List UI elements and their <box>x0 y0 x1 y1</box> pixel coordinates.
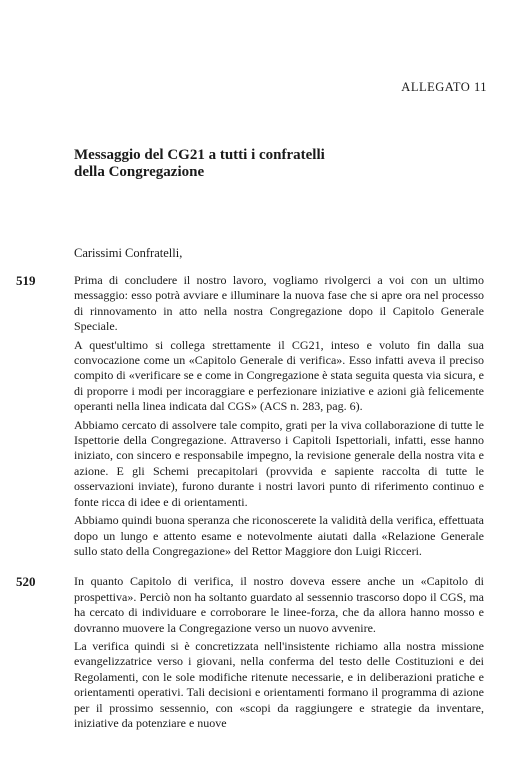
paragraph <box>74 513 484 559</box>
paragraph <box>74 338 484 415</box>
title-line-2: della Congregazione <box>74 164 205 180</box>
paragraph-text: Abbiamo quindi buona speranza che riconoscerete la validità della verifica, effettuata dopo un lungo e attento esame e notevolmente aiutati dalla «Relazione Generale sullo stato della Congregazione» del Rettor Maggiore don Luigi Ricceri. <box>74 513 484 558</box>
paragraph <box>16 273 484 335</box>
paragraph-text: La verifica quindi si è concretizzata nell'insistente richiamo alla nostra missione evangelizzatrice verso i giovani, nella conferma del testo delle Costituzioni e dei Regolamenti, con le sole modifiche ritenute necessarie, e in deliberazioni pratiche e orientamenti operativi. Tali decisioni e orientamenti formano il programma di azione per il prossimo sessennio, con «scopi da raggiungere e strategie da inventare, iniziative da potenziare e nuove <box>74 638 484 730</box>
paragraph-text: In quanto Capitolo di verifica, il nostro doveva essere anche un «Capitolo di prospettiva». Perciò non ha soltanto guardato al sessennio trascorso dopo il CGS, ma ha cercato di individuare e corroborare le linee-forza, che da allora hanno mosso e dovranno muovere la Congregazione verso un nuovo avvenire. <box>74 574 484 635</box>
paragraph <box>74 639 484 731</box>
title-line-1: Messaggio del CG21 a tutti i confratelli <box>74 147 325 163</box>
salutation: Carissimi Confratelli, <box>74 246 183 260</box>
margin-number: 520 <box>16 574 36 590</box>
section-gap <box>74 562 484 574</box>
margin-number: 519 <box>16 273 36 288</box>
paragraph-text: Prima di concludere il nostro lavoro, vogliamo rivolgerci a voi con un ultimo messaggio: esso potrà avviare e illuminare la nuova fase che si apre ora nel processo di rinnovamento in atto nella nostra Congregazione dopo il Capitolo Generale Speciale. <box>74 273 484 334</box>
paragraph-text: A quest'ultimo si collega strettamente il CG21, inteso e voluto fin dalla sua convocazione come un «Capitolo Generale di verifica». Esso infatti aveva il preciso compito di «verificare se e come in Congregazione è stata seguita questa via sicura, e di proporre i modi per incoraggiare e perfezionare iniziative e azioni già felicemente operanti nella linea indicata dal CGS» (ACS n. 283, pag. 6). <box>74 337 484 414</box>
paragraph-text: Abbiamo cercato di assolvere tale compito, grati per la viva collaborazione di tutte le Ispettorie della Congregazione. Attraverso i Capitoli Ispettoriali, infatti, esse hanno iniziato, con sincero e responsabile impegno, la revisione generale della nostra vita e azione. E gli Schemi precapitolari (provvida e sapiente raccolta di tutte le osservazioni inviate), furono durante i nostri lavori punto di riferimento continuo e fonte ricca di idee e di orientamenti. <box>74 417 484 509</box>
page-header-label: ALLEGATO 11 <box>401 80 487 94</box>
body-text <box>16 273 484 734</box>
paragraph <box>16 574 484 636</box>
document-title <box>74 147 454 181</box>
paragraph <box>74 418 484 510</box>
